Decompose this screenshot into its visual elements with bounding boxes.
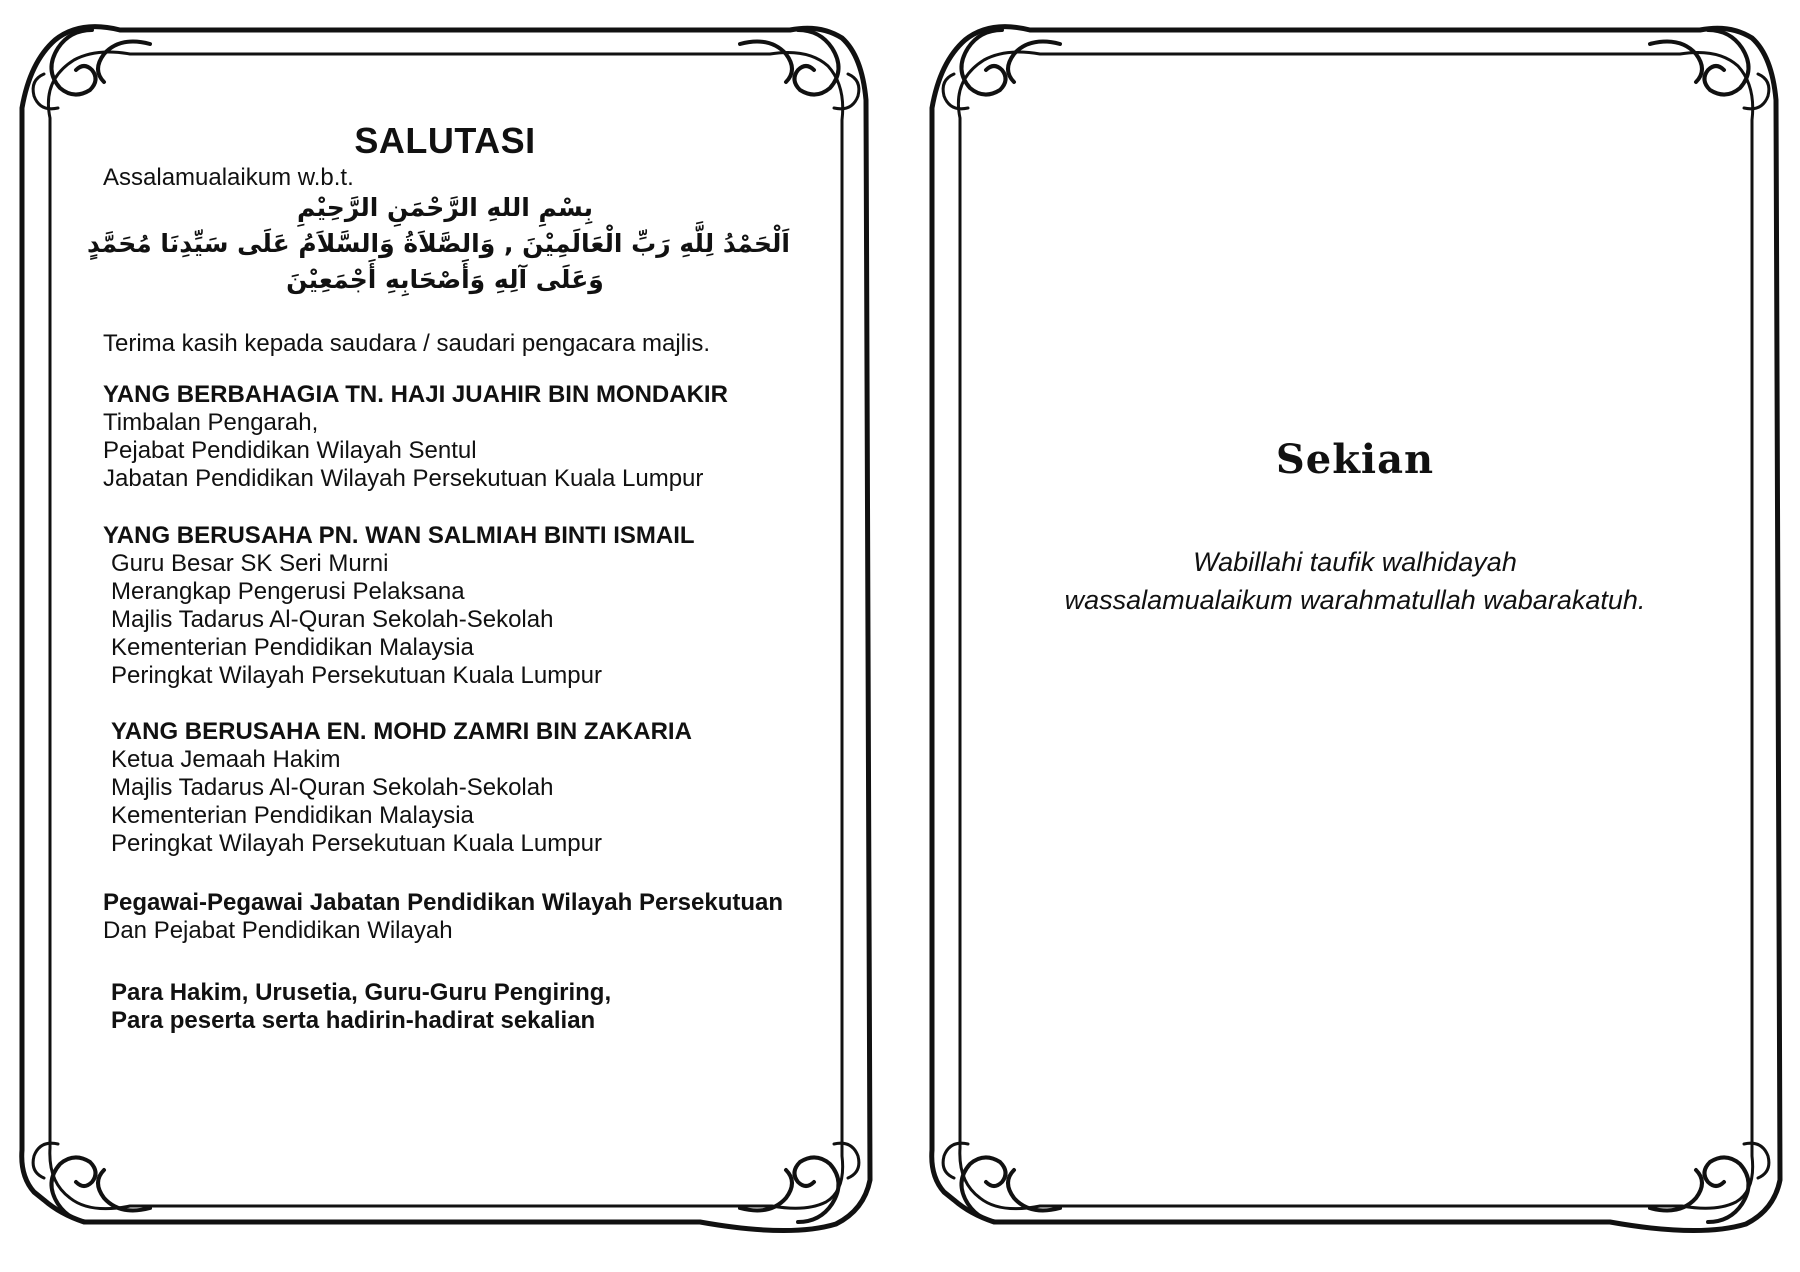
section-line: Peringkat Wilayah Persekutuan Kuala Lumpur	[111, 830, 602, 857]
section-heading: Pegawai-Pegawai Jabatan Pendidikan Wilayah Persekutuan	[103, 889, 784, 916]
section-heading: YANG BERUSAHA PN. WAN SALMIAH BINTI ISMAIL	[103, 522, 695, 549]
section-line: Pejabat Pendidikan Wilayah Sentul	[103, 437, 477, 464]
page-title: SALUTASI	[354, 120, 536, 161]
arabic-basmalah: بِسْمِ اللهِ الرَّحْمَنِ الرَّحِيْمِ	[297, 193, 593, 222]
section-line: Kementerian Pendidikan Malaysia	[111, 802, 474, 829]
greeting: Assalamualaikum w.b.t.	[103, 164, 354, 191]
section-line: Jabatan Pendidikan Wilayah Persekutuan Kuala Lumpur	[103, 465, 704, 492]
section-line: Dan Pejabat Pendidikan Wilayah	[103, 917, 453, 944]
closing-line: wassalamualaikum warahmatullah wabarakatuh.	[1064, 585, 1646, 615]
section-line: Merangkap Pengerusi Pelaksana	[111, 578, 465, 605]
thanks-line: Terima kasih kepada saudara / saudari pengacara majlis.	[103, 330, 710, 357]
sekian-heading: Sekian	[1275, 436, 1435, 483]
final-line: Para Hakim, Urusetia, Guru-Guru Pengiring,	[111, 979, 612, 1006]
section-line: Ketua Jemaah Hakim	[111, 746, 341, 773]
salutation-content	[0, 0, 890, 1272]
section-heading: YANG BERUSAHA EN. MOHD ZAMRI BIN ZAKARIA	[111, 718, 692, 745]
closing-line: Wabillahi taufik walhidayah	[1193, 547, 1517, 577]
section-line: Timbalan Pengarah,	[103, 409, 319, 436]
right-page	[910, 0, 1800, 1272]
section-line: Peringkat Wilayah Persekutuan Kuala Lumpur	[111, 662, 602, 689]
section-line: Kementerian Pendidikan Malaysia	[111, 634, 474, 661]
arabic-salawat: وَعَلَى آلِهِ وَأَصْحَابِهِ أَجْمَعِيْنَ	[286, 265, 604, 294]
left-page	[0, 0, 890, 1272]
section-line: Majlis Tadarus Al-Quran Sekolah-Sekolah	[111, 606, 554, 633]
section-heading: YANG BERBAHAGIA TN. HAJI JUAHIR BIN MONDAKIR	[103, 381, 728, 408]
closing-content	[910, 0, 1800, 1272]
final-line: Para peserta serta hadirin-hadirat sekalian	[111, 1007, 596, 1034]
section-line: Guru Besar SK Seri Murni	[111, 550, 389, 577]
arabic-hamdalah: اَلْحَمْدُ لِلَّهِ رَبِّ الْعَالَمِيْنَ , وَالصَّلاَةُ وَالسَّلاَمُ عَلَى سَيِّدِنَا مُحَمَّدٍ	[87, 229, 790, 258]
section-line: Majlis Tadarus Al-Quran Sekolah-Sekolah	[111, 774, 554, 801]
